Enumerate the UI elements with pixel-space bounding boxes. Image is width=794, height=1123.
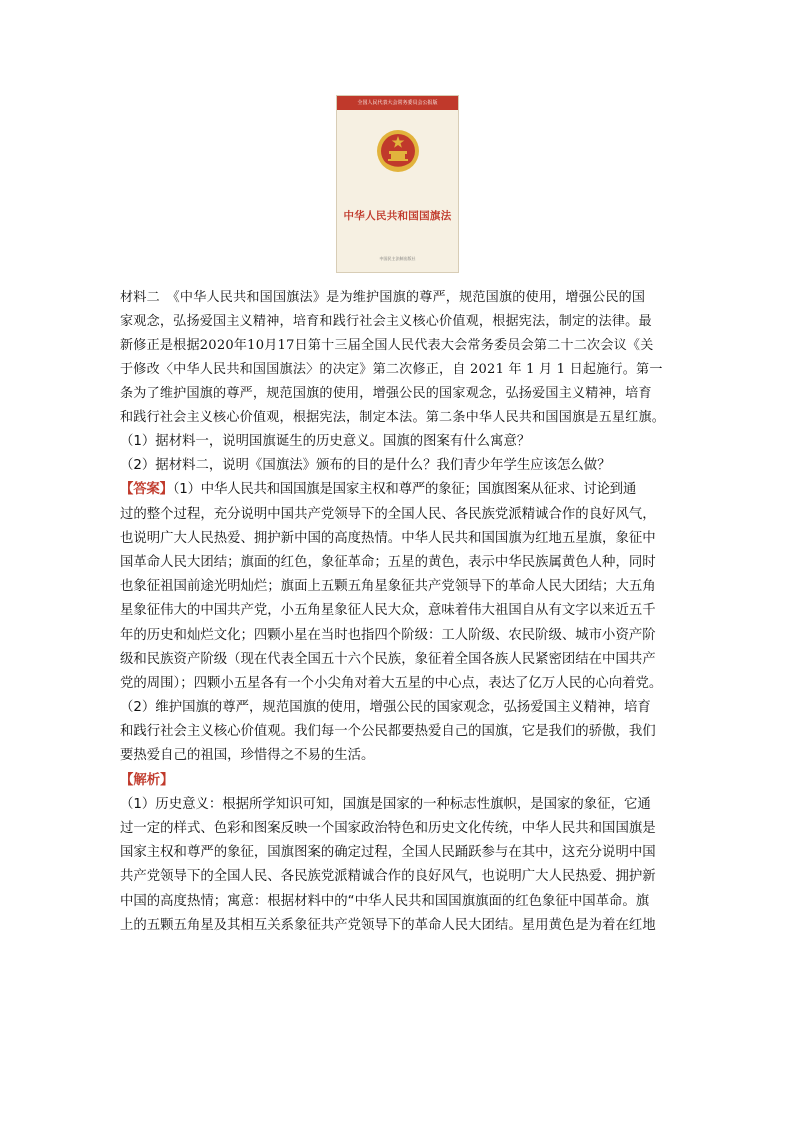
answer-line: 国革命人民大团结；旗面的红色，象征革命；五星的黄色，表示中华民族属黄色人种，同时 [120, 555, 656, 570]
analysis-line: 中国的高度热情；寓意：根据材料中的“中华人民共和国国旗旗面的红色象征中国革命。旗 [120, 894, 650, 909]
answer-line: 要热爱自己的祖国，珍惜得之不易的生活。 [120, 748, 375, 763]
material-line: 材料二 《中华人民共和国国旗法》是为维护国旗的尊严，规范国旗的使用，增强公民的国 [120, 290, 646, 305]
analysis-line: 国家主权和尊严的象征，国旗图案的确定过程，全国人民踊跃参与在其中，这充分说明中国 [120, 845, 656, 860]
national-emblem-icon [376, 129, 420, 173]
analysis-line: 过一定的样式、色彩和图案反映一个国家政治特色和历史文化传统，中华人民共和国国旗是 [120, 821, 656, 836]
answer-line: 年的历史和灿烂文化；四颗小星在当时也指四个阶级：工人阶级、农民阶级、城市小资产阶 [120, 628, 656, 643]
question-1: （1）据材料一，说明国旗诞生的历史意义。国旗的图案有什么寓意？ [120, 434, 531, 449]
analysis-label: 【解析】 [120, 773, 174, 788]
question-2: （2）据材料二，说明《国旗法》颁布的目的是什么？我们青少年学生应该怎么做？ [120, 458, 611, 473]
answer-line: 星象征伟大的中国共产党，小五角星象征人民大众，意味着伟大祖国自从有文字以来近五千 [120, 603, 656, 618]
cover-header-band: 全国人民代表大会常务委员会公报版 [337, 96, 458, 110]
material-line: 新修正是根据2020年10月17日第十三届全国人民代表大会常务委员会第二十二次会议《关 [120, 338, 654, 353]
material-line: 家观念，弘扬爱国主义精神，培育和践行社会主义核心价值观，根据宪法，制定的法律。最 [120, 314, 652, 329]
answer-first-line [120, 479, 675, 501]
answer-label: 【答案】 [120, 482, 173, 497]
answer-line: 也说明广大人民热爱、拥护新中国的高度热情。中华人民共和国国旗为红地五星旗，象征中 [120, 531, 656, 546]
answer-line: 级和民族资产阶级（现在代表全国五十六个民族，象征着全国各族人民紧密团结在中国共产 [120, 652, 656, 667]
cover-title: 中华人民共和国国旗法 [343, 210, 452, 222]
answer-line: 过的整个过程，充分说明中国共产党领导下的全国人民、各民族党派精诚合作的良好风气， [120, 507, 656, 522]
cover-publisher: 中国民主法制出版社 [379, 256, 416, 261]
analysis-line: （1）历史意义：根据所学知识可知，国旗是国家的一种标志性旗帜，是国家的象征，它通 [120, 797, 651, 812]
answer-text: （1）中华人民共和国国旗是国家主权和尊严的象征；国旗图案从征求、讨论到通 [172, 482, 637, 497]
law-book-cover [336, 95, 459, 273]
answer-line: （2）维护国旗的尊严，规范国旗的使用，增强公民的国家观念，弘扬爱国主义精神，培育 [120, 700, 651, 715]
answer-line: 和践行社会主义核心价值观。我们每一个公民都要热爱自己的国旗，它是我们的骄傲，我们 [120, 724, 656, 739]
answer-line: 党的周围）；四颗小五星各有一个小尖角对着大五星的中心点，表达了亿万人民的心向着党。 [120, 676, 663, 691]
material-line: 和践行社会主义核心价值观，根据宪法，制定本法。第二条中华人民共和国国旗是五星红旗。 [120, 410, 666, 425]
material-line: 条为了维护国旗的尊严，规范国旗的使用，增强公民的国家观念，弘扬爱国主义精神，培育 [120, 386, 652, 401]
material-line: 于修改〈中华人民共和国国旗法〉的决定》第二次修正，自 2021 年 1 月 1 日起施行。第一 [120, 362, 663, 377]
answer-line: 也象征祖国前途光明灿烂；旗面上五颗五角星象征共产党领导下的革命人民大团结；大五角 [120, 579, 656, 594]
analysis-line: 上的五颗五角星及其相互关系象征共产党领导下的革命人民大团结。星用黄色是为着在红地 [120, 918, 656, 933]
analysis-line: 共产党领导下的全国人民、各民族党派精诚合作的良好风气，也说明广大人民热爱、拥护新 [120, 869, 656, 884]
